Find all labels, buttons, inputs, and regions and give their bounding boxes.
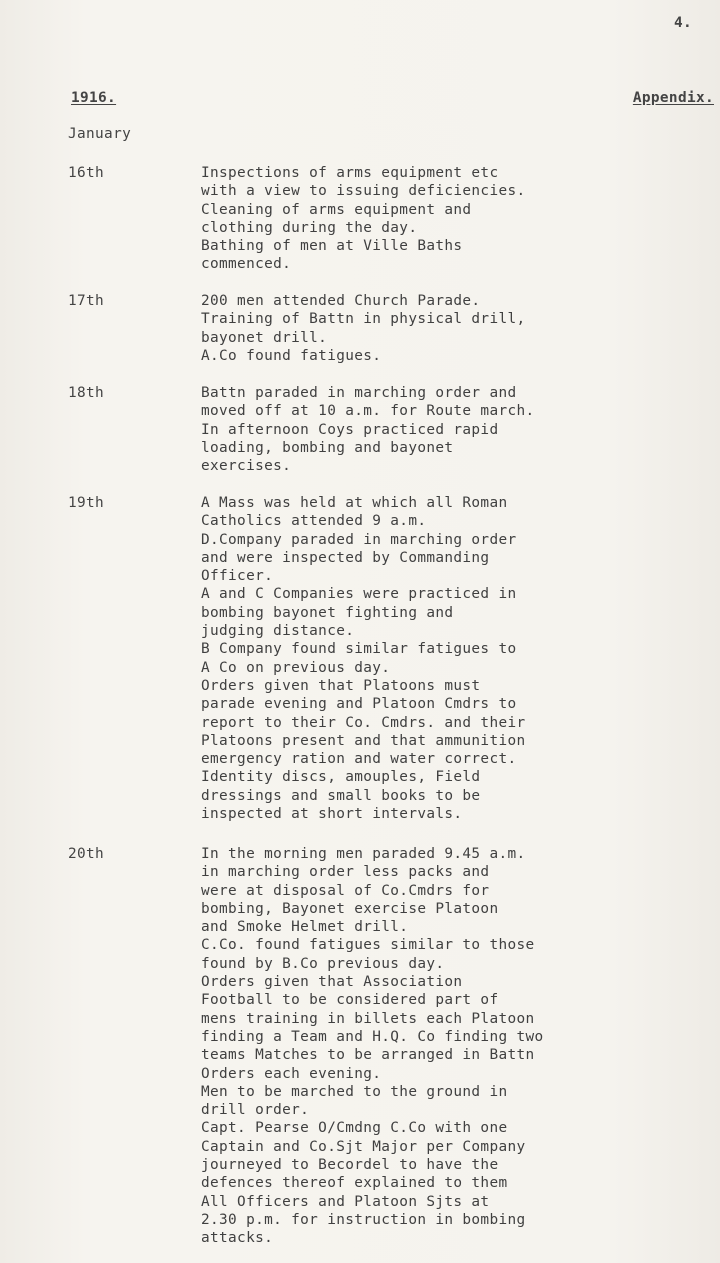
entry-text: [201, 164, 526, 274]
entry-line: Battn paraded in marching order and: [201, 385, 517, 401]
entry-date: 19th: [68, 495, 105, 511]
entry-line: bayonet drill.: [201, 329, 328, 346]
entry-line: and Smoke Helmet drill.: [201, 919, 409, 936]
entry-line: moved off at 10 a.m. for Route march.: [201, 403, 535, 420]
entry-line: finding a Team and H.Q. Co finding two: [201, 1028, 544, 1045]
entry-line: 2.30 p.m. for instruction in bombing: [201, 1211, 526, 1228]
entry-line: report to their Co. Cmdrs. and their: [201, 714, 526, 731]
entry-line: loading, bombing and bayonet: [201, 439, 454, 456]
entry-date: 18th: [68, 385, 105, 401]
entry-line: Captain and Co.Sjt Major per Company: [201, 1138, 526, 1155]
entry-line: parade evening and Platoon Cmdrs to: [201, 696, 517, 713]
entry-line: Bathing of men at Ville Baths: [201, 238, 463, 255]
entry-line: In afternoon Coys practiced rapid: [201, 421, 499, 438]
entry-line: were at disposal of Co.Cmdrs for: [201, 882, 490, 899]
entry-text: [201, 292, 526, 365]
entry-line: bombing, Bayonet exercise Platoon: [201, 900, 499, 917]
entry-line: teams Matches to be arranged in Battn: [201, 1047, 535, 1064]
entry-date: 17th: [68, 293, 105, 309]
entry-line: A Mass was held at which all Roman: [201, 495, 508, 511]
entry-line: A.Co found fatigues.: [201, 347, 382, 364]
appendix-heading: Appendix.: [632, 90, 714, 106]
entry-line: In the morning men paraded 9.45 a.m.: [201, 846, 526, 862]
entry-line: clothing during the day.: [201, 219, 418, 236]
entry-line: 200 men attended Church Parade.: [201, 293, 481, 309]
entry-line: Football to be considered part of: [201, 992, 499, 1009]
entry-line: and were inspected by Commanding: [201, 549, 490, 566]
entry-line: judging distance.: [201, 623, 355, 640]
year-heading: 1916.: [71, 90, 117, 106]
entry-line: with a view to issuing deficiencies.: [201, 183, 526, 200]
entry-line: dressings and small books to be: [201, 787, 481, 804]
entry-line: Orders each evening.: [201, 1065, 382, 1082]
entry-text: [201, 845, 544, 1248]
entry-line: defences thereof explained to them: [201, 1175, 508, 1192]
entry-line: A and C Companies were practiced in: [201, 586, 517, 603]
entry-line: Platoons present and that ammunition: [201, 732, 526, 749]
entry-line: Training of Battn in physical drill,: [201, 311, 526, 328]
page-number: 4.: [673, 15, 692, 31]
entry-line: Cleaning of arms equipment and: [201, 201, 472, 218]
entry-line: inspected at short intervals.: [201, 806, 463, 823]
entry-line: Men to be marched to the ground in: [201, 1083, 508, 1100]
entry-date: 16th: [68, 165, 105, 181]
entry-line: Identity discs, amouples, Field: [201, 769, 481, 786]
entry-line: bombing bayonet fighting and: [201, 604, 454, 621]
entry-line: Catholics attended 9 a.m.: [201, 513, 427, 530]
entry-line: A Co on previous day.: [201, 659, 391, 676]
entry-line: commenced.: [201, 256, 292, 273]
entry-line: B Company found similar fatigues to: [201, 641, 517, 658]
entry-line: mens training in billets each Platoon: [201, 1010, 535, 1027]
entry-line: Orders given that Association: [201, 974, 463, 991]
entry-line: Inspections of arms equipment etc: [201, 165, 499, 181]
entry-line: found by B.Co previous day.: [201, 955, 445, 972]
entry-line: attacks.: [201, 1230, 274, 1247]
entry-line: exercises.: [201, 458, 292, 475]
entry-text: [201, 494, 526, 823]
entry-line: drill order.: [201, 1102, 310, 1119]
entry-line: in marching order less packs and: [201, 864, 490, 881]
entry-line: All Officers and Platoon Sjts at: [201, 1193, 490, 1210]
entry-line: Capt. Pearse O/Cmdng C.Co with one: [201, 1120, 508, 1137]
entry-line: D.Company paraded in marching order: [201, 531, 517, 548]
entry-line: Officer.: [201, 568, 274, 585]
entry-date: 20th: [68, 846, 105, 862]
entry-line: journeyed to Becordel to have the: [201, 1157, 499, 1174]
entry-text: [201, 384, 535, 475]
month-heading: January: [68, 126, 132, 142]
entry-line: C.Co. found fatigues similar to those: [201, 937, 535, 954]
entry-line: Orders given that Platoons must: [201, 677, 481, 694]
entry-line: emergency ration and water correct.: [201, 751, 517, 768]
